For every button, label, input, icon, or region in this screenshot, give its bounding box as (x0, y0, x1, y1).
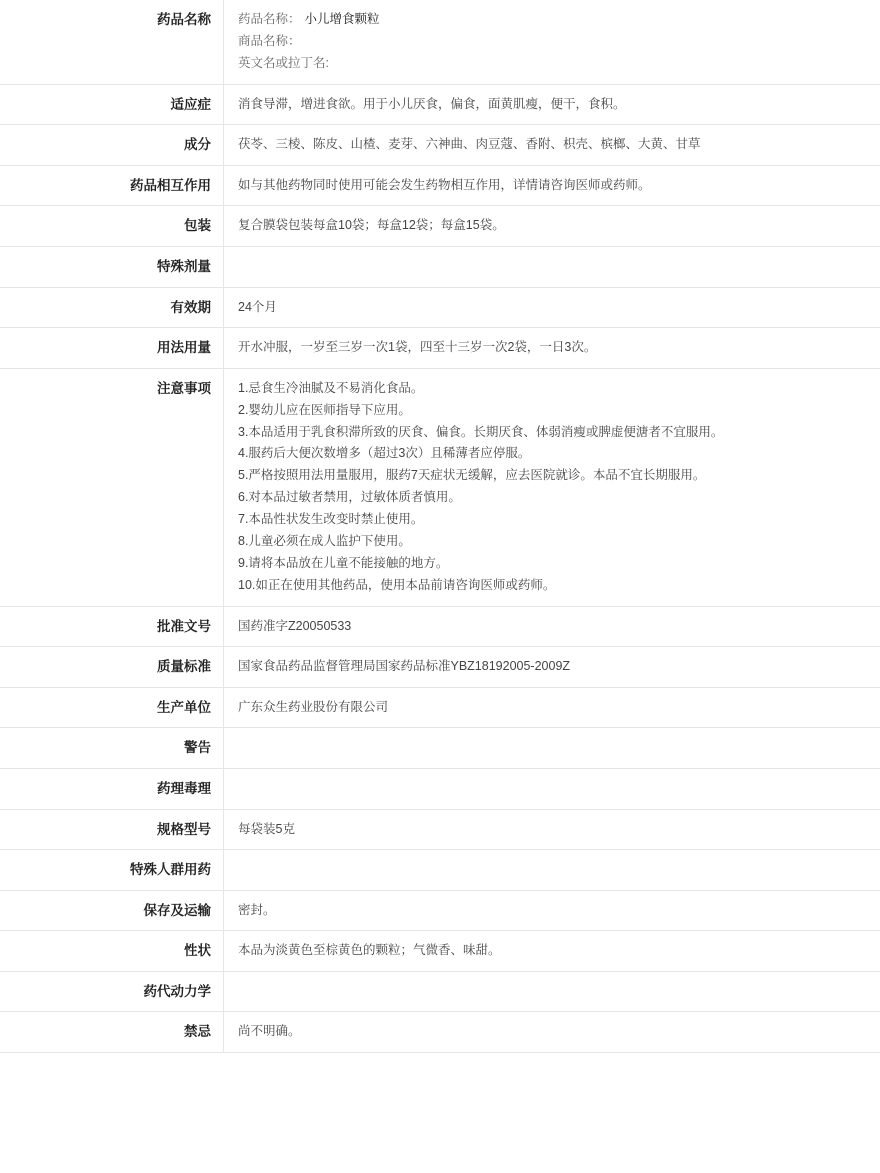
row-value-text (238, 737, 870, 751)
page-bottom-spacer (0, 1053, 880, 1173)
table-row (0, 206, 880, 247)
name-sub-key: 英文名或拉丁名: (238, 56, 329, 70)
row-value-text: 本品为淡黄色至棕黄色的颗粒；气微香、味甜。 (238, 940, 870, 961)
row-label: 警告 (0, 728, 224, 769)
name-sub-value: 小儿增食颗粒 (305, 12, 380, 26)
row-value (224, 206, 880, 247)
row-label: 规格型号 (0, 809, 224, 850)
row-value (224, 368, 880, 606)
row-value (224, 247, 880, 288)
row-value (224, 328, 880, 369)
table-row (0, 809, 880, 850)
row-label: 特殊剂量 (0, 247, 224, 288)
name-sub-key: 商品名称： (238, 34, 301, 48)
row-value-text: 茯苓、三棱、陈皮、山楂、麦芽、六神曲、肉豆蔻、香附、枳壳、槟榔、大黄、甘草 (238, 134, 870, 155)
row-value-text (238, 981, 870, 995)
row-value-text: 复合膜袋包装每盒10袋；每盒12袋；每盒15袋。 (238, 215, 870, 236)
row-value (224, 606, 880, 647)
row-label: 药理毒理 (0, 768, 224, 809)
name-sub-line (238, 9, 870, 31)
row-value-text (238, 256, 870, 270)
table-row (0, 0, 880, 84)
row-value (224, 768, 880, 809)
row-value-text: 开水冲服，一岁至三岁一次1袋，四至十三岁一次2袋，一日3次。 (238, 337, 870, 358)
table-row (0, 850, 880, 891)
row-value (224, 287, 880, 328)
row-value (224, 84, 880, 125)
row-label: 质量标准 (0, 647, 224, 688)
list-item: 9.请将本品放在儿童不能接触的地方。 (238, 553, 870, 575)
row-value (224, 890, 880, 931)
row-value-text: 广东众生药业股份有限公司 (238, 697, 870, 718)
row-label: 药品相互作用 (0, 165, 224, 206)
row-label: 药代动力学 (0, 971, 224, 1012)
table-row (0, 687, 880, 728)
name-sub-line (238, 31, 870, 53)
row-value (224, 687, 880, 728)
row-label: 注意事项 (0, 368, 224, 606)
table-row (0, 328, 880, 369)
list-item: 10.如正在使用其他药品，使用本品前请咨询医师或药师。 (238, 575, 870, 597)
row-value (224, 647, 880, 688)
row-label: 特殊人群用药 (0, 850, 224, 891)
table-row (0, 728, 880, 769)
table-row (0, 647, 880, 688)
row-value-text: 密封。 (238, 900, 870, 921)
table-row (0, 1012, 880, 1053)
row-value (224, 728, 880, 769)
row-label: 生产单位 (0, 687, 224, 728)
row-value-text: 消食导滞，增进食欲。用于小儿厌食，偏食，面黄肌瘦，便干，食积。 (238, 94, 870, 115)
table-row (0, 247, 880, 288)
row-value (224, 931, 880, 972)
row-label: 用法用量 (0, 328, 224, 369)
table-row (0, 931, 880, 972)
table-row (0, 84, 880, 125)
row-value-text: 国药准字Z20050533 (238, 616, 870, 637)
list-item: 5.严格按照用法用量服用，服药7天症状无缓解，应去医院就诊。本品不宜长期服用。 (238, 465, 870, 487)
table-row (0, 606, 880, 647)
row-value (224, 1012, 880, 1053)
list-item: 2.婴幼儿应在医师指导下应用。 (238, 400, 870, 422)
row-label: 禁忌 (0, 1012, 224, 1053)
row-label: 包装 (0, 206, 224, 247)
row-label: 有效期 (0, 287, 224, 328)
table-row (0, 287, 880, 328)
row-value-text: 尚不明确。 (238, 1021, 870, 1042)
row-value (224, 850, 880, 891)
table-row (0, 125, 880, 166)
table-row (0, 890, 880, 931)
row-value (224, 809, 880, 850)
row-value-text (238, 778, 870, 792)
row-label: 性状 (0, 931, 224, 972)
row-value (224, 165, 880, 206)
name-sub-line (238, 53, 870, 75)
row-value (224, 125, 880, 166)
list-item: 6.对本品过敏者禁用，过敏体质者慎用。 (238, 487, 870, 509)
list-item: 1.忌食生冷油腻及不易消化食品。 (238, 378, 870, 400)
list-item: 8.儿童必须在成人监护下使用。 (238, 531, 870, 553)
row-value-text: 如与其他药物同时使用可能会发生药物相互作用，详情请咨询医师或药师。 (238, 175, 870, 196)
row-label: 批准文号 (0, 606, 224, 647)
table-row (0, 165, 880, 206)
list-item: 3.本品适用于乳食积滞所致的厌食、偏食。长期厌食、体弱消瘦或脾虚便溏者不宜服用。 (238, 422, 870, 444)
row-label: 保存及运输 (0, 890, 224, 931)
table-row (0, 768, 880, 809)
row-value-text: 国家食品药品监督管理局国家药品标准YBZ18192005-2009Z (238, 656, 870, 677)
list-item: 7.本品性状发生改变时禁止使用。 (238, 509, 870, 531)
row-label: 适应症 (0, 84, 224, 125)
row-value-text: 24个月 (238, 297, 870, 318)
row-value-text: 每袋装5克 (238, 819, 870, 840)
table-row (0, 971, 880, 1012)
row-value (224, 971, 880, 1012)
list-item: 4.服药后大便次数增多（超过3次）且稀薄者应停服。 (238, 443, 870, 465)
row-value (224, 0, 880, 84)
name-sub-key: 药品名称： (238, 12, 301, 26)
row-label: 药品名称 (0, 0, 224, 84)
row-label: 成分 (0, 125, 224, 166)
table-row (0, 368, 880, 606)
row-value-text (238, 859, 870, 873)
